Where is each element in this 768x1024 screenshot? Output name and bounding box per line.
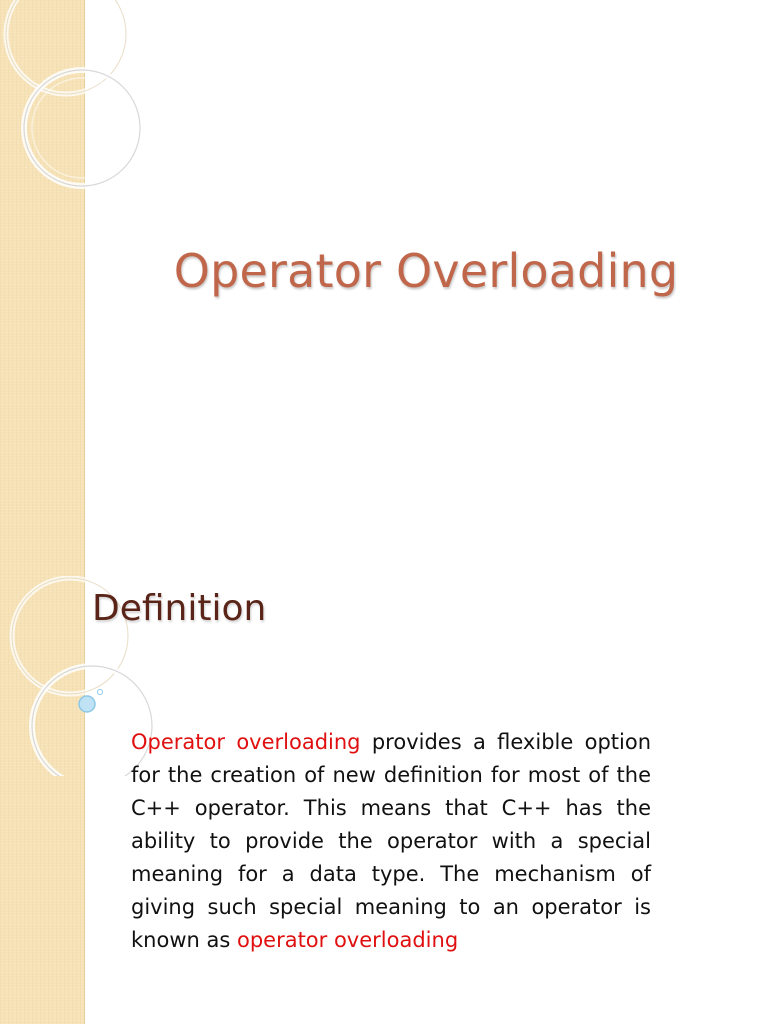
definition-paragraph (131, 726, 651, 957)
decorative-rings-icon (0, 0, 160, 200)
definition-body-text: provides a flexible option for the creation of new definition for most of the C++ operator. This means that C++ has the ability to provide the operator with a special meaning for a data type. The mechanism of giving such special meaning to an operator is known as (131, 730, 652, 952)
highlighted-term: Operator overloading (131, 730, 361, 754)
definition-slide (0, 576, 768, 1024)
section-heading: Definition (92, 588, 267, 629)
highlighted-term: operator overloading (236, 928, 459, 952)
slide-title: Operator Overloading (173, 244, 679, 298)
